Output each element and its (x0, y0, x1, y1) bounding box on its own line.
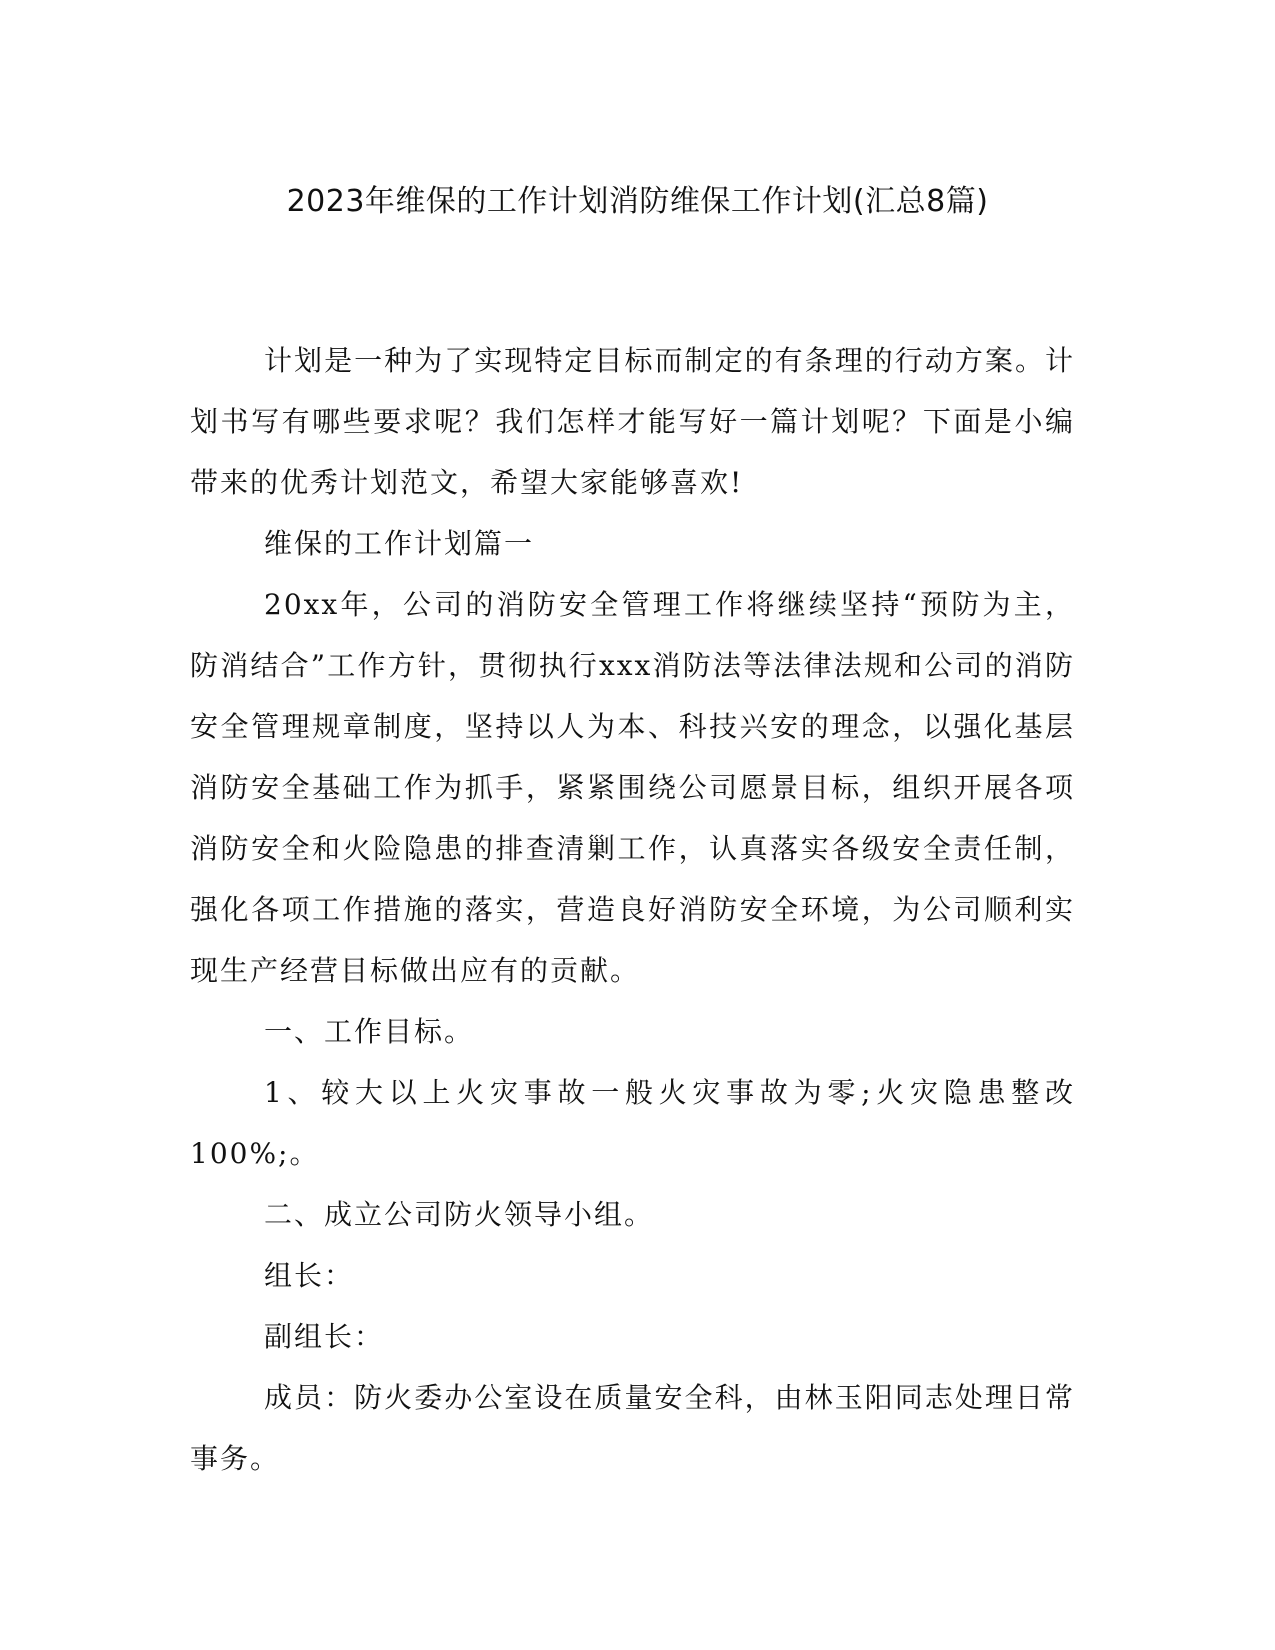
intro-paragraph: 计划是一种为了实现特定目标而制定的有条理的行动方案。计划书写有哪些要求呢？我们怎样才能写好一篇计划呢？下面是小编带来的优秀计划范文，希望大家能够喜欢! (190, 344, 1075, 499)
section-heading-part-one: 维保的工作计划篇一 (264, 527, 535, 560)
goal-item-1: 1、较大以上火灾事故一般火灾事故为零;火灾隐患整改100%;。 (190, 1076, 1075, 1170)
main-paragraph: 20xx年，公司的消防安全管理工作将继续坚持“预防为主，防消结合”工作方针，贯彻执行xxx消防法等法律法规和公司的消防安全管理规章制度，坚持以人为本、科技兴安的理念，以强化基层消防安全基础工作为抓手，紧紧围绕公司愿景目标，组织开展各项消防安全和火险隐患的排查清剿工作，认真落实各级安全责任制，强化各项工作措施的落实，营造良好消防安全环境，为公司顺利实现生产经营目标做出应有的贡献。 (190, 588, 1075, 987)
document-title: 2023年维保的工作计划消防维保工作计划(汇总8篇) (286, 184, 989, 219)
deputy-leader-line: 副组长： (264, 1320, 385, 1353)
members-line: 成员：防火委办公室设在质量安全科，由林玉阳同志处理日常事务。 (190, 1381, 1075, 1475)
document-body (190, 330, 1075, 1489)
group-leader-line: 组长： (264, 1259, 355, 1292)
heading-work-goals: 一、工作目标。 (264, 1015, 475, 1048)
heading-fire-leadership-group: 二、成立公司防火领导小组。 (264, 1198, 655, 1231)
